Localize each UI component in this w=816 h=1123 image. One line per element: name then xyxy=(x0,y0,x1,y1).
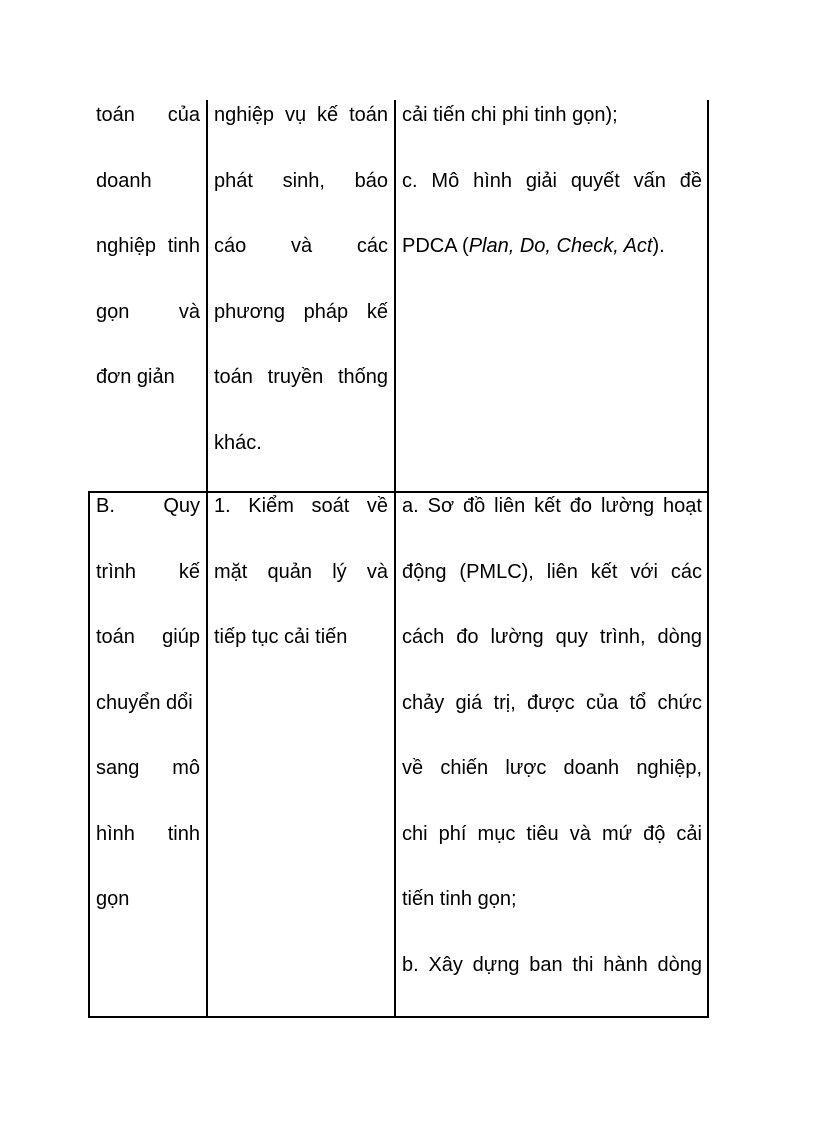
table-border-right xyxy=(707,100,709,1018)
row2-col3-line: chảy giá trị, được của tổ chức xyxy=(402,691,702,714)
pdca-italic-terms: Plan, Do, Check, Act xyxy=(468,235,653,257)
row2-col1-line: B. Quy xyxy=(96,495,200,517)
table-border-col2-right xyxy=(394,100,396,1018)
row1-col1-line: nghiệp tinh xyxy=(96,235,200,257)
row2-col3-line: động (PMLC), liên kết với các xyxy=(402,560,702,583)
row2-col2-line: tiếp tục cải tiến xyxy=(214,626,348,648)
row2-col3-line: a. Sơ đồ liên kết đo lường hoạt xyxy=(402,495,702,517)
content-table xyxy=(88,100,709,1018)
row2-col3-line: cách đo lường quy trình, dòng xyxy=(402,626,702,648)
row1-col3-cell xyxy=(402,83,702,280)
row2-col3-line: tiến tinh gọn; xyxy=(402,888,517,910)
row1-col2-line: toán truyền thống xyxy=(214,366,388,388)
row1-col1-cell xyxy=(96,83,200,411)
row1-col3-pdca-line xyxy=(402,214,702,280)
row1-col2-line: phương pháp kế xyxy=(214,300,388,323)
row1-col1-line: doanh xyxy=(96,169,152,192)
row1-col2-line: khác. xyxy=(214,431,262,454)
row1-col3-line: c. Mô hình giải quyết vấn đề xyxy=(402,169,702,192)
row2-col1-line: sang mô xyxy=(96,757,200,779)
row1-col2-cell xyxy=(214,83,388,476)
row2-col3-line: về chiến lược doanh nghiệp, xyxy=(402,757,702,779)
row2-col1-line: chuyển dổi xyxy=(96,691,193,714)
row2-col3-line: b. Xây dựng ban thi hành dòng xyxy=(402,953,702,976)
row2-col1-line: gọn xyxy=(96,888,130,910)
row2-col1-line: toán giúp xyxy=(96,626,200,648)
row1-col2-line: phát sinh, báo xyxy=(214,169,388,192)
table-border-left xyxy=(88,492,90,1018)
table-border-bottom xyxy=(88,1016,709,1018)
pdca-suffix: ). xyxy=(652,235,665,257)
row2-col1-cell xyxy=(96,474,200,933)
row2-col3-cell xyxy=(402,474,702,998)
row2-col1-line: trình kế xyxy=(96,560,200,583)
row1-col3-line: cải tiến chi phi tinh gọn); xyxy=(402,104,618,126)
row2-col3-line: chi phí mục tiêu và mứ độ cải xyxy=(402,822,702,845)
pdca-prefix: PDCA ( xyxy=(402,235,469,257)
row1-col2-line: nghiệp vụ kế toán xyxy=(214,104,388,126)
row2-col2-line: 1. Kiểm soát về xyxy=(214,495,388,517)
row2-col2-line: mặt quản lý và xyxy=(214,560,388,583)
row1-col1-line: gọn và xyxy=(96,300,200,323)
table-border-col1-right xyxy=(206,100,208,1018)
row1-col1-line: đơn giản xyxy=(96,366,175,388)
row2-col2-cell xyxy=(214,474,388,671)
row1-col1-line: toán của xyxy=(96,104,200,126)
row1-col2-line: cáo và các xyxy=(214,235,388,257)
row2-col1-line: hình tinh xyxy=(96,822,200,845)
